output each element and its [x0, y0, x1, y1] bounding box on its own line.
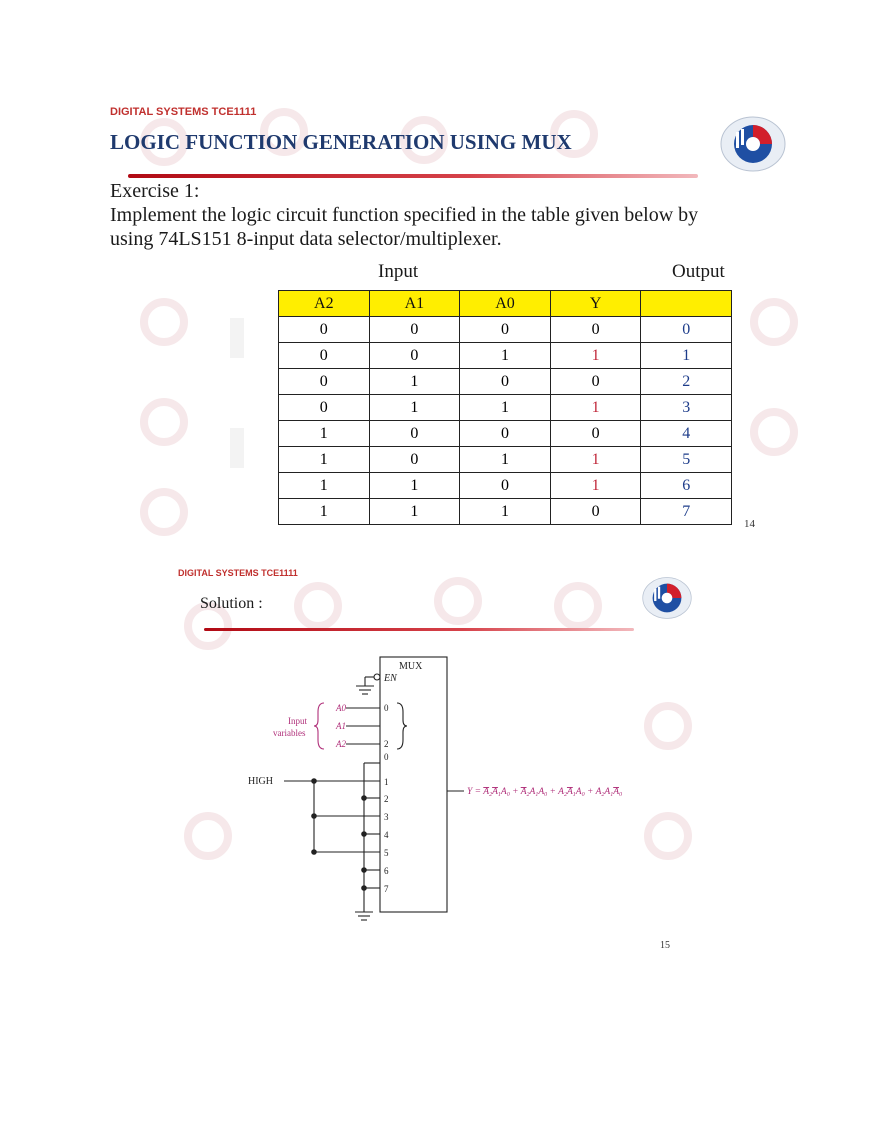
cell-index: 2: [641, 369, 732, 395]
cell-a0: 1: [460, 343, 551, 369]
cell-a2: 1: [279, 447, 370, 473]
cell-index: 4: [641, 421, 732, 447]
slide-exercise-1: [100, 98, 808, 550]
cell-a2: 0: [279, 395, 370, 421]
truth-table: [278, 290, 732, 525]
data-pin-0: 0: [384, 752, 389, 762]
cell-y: 0: [550, 499, 641, 525]
data-pin-7: 7: [384, 884, 389, 894]
cell-a1: 1: [369, 499, 460, 525]
cell-y: 1: [550, 395, 641, 421]
cell-a1: 0: [369, 421, 460, 447]
cell-index: 1: [641, 343, 732, 369]
cell-a2: 1: [279, 421, 370, 447]
mux-block: [380, 657, 447, 912]
cell-index: 7: [641, 499, 732, 525]
cell-a2: 0: [279, 369, 370, 395]
input-label: Input: [378, 261, 419, 282]
column-header-a1: A1: [369, 291, 460, 317]
page-number: 14: [744, 518, 755, 530]
instruction-line-2: using 74LS151 8-input data selector/multiplexer.: [110, 228, 502, 250]
table-row: [279, 317, 732, 343]
mux-circuit-diagram: [174, 562, 708, 968]
course-header: DIGITAL SYSTEMS TCE1111: [178, 568, 298, 578]
cell-index: 5: [641, 447, 732, 473]
select-pin-2: 2: [384, 739, 389, 749]
cell-a0: 0: [460, 369, 551, 395]
cell-index: 6: [641, 473, 732, 499]
ground-icon: [356, 686, 374, 694]
watermark-logo-icon: [140, 488, 188, 536]
header-divider: [128, 174, 698, 178]
high-label: HIGH: [248, 776, 273, 787]
instruction-line-1: Implement the logic circuit function specified in the table given below by: [110, 204, 699, 226]
cell-y: 0: [550, 317, 641, 343]
cell-y: 1: [550, 343, 641, 369]
solution-label: Solution :: [200, 595, 263, 612]
cell-a0: 1: [460, 447, 551, 473]
table-row: [279, 447, 732, 473]
table-row: [279, 421, 732, 447]
select-a2-label: A2: [336, 739, 346, 749]
cell-a0: 0: [460, 421, 551, 447]
data-pin-5: 5: [384, 848, 389, 858]
column-header-index: [641, 291, 732, 317]
table-row: [279, 473, 732, 499]
data-pin-2: 2: [384, 794, 389, 804]
table-row: [279, 499, 732, 525]
watermark-logo-icon: [750, 408, 798, 456]
page-title: LOGIC FUNCTION GENERATION USING MUX: [110, 130, 572, 154]
cell-y: 1: [550, 447, 641, 473]
table-row: [279, 369, 732, 395]
input-variables-label-1: Input: [288, 716, 307, 726]
watermark-logo-icon: [750, 298, 798, 346]
watermark-bars: [230, 428, 244, 468]
cell-a0: 0: [460, 473, 551, 499]
cell-a2: 0: [279, 343, 370, 369]
cell-a2: 1: [279, 499, 370, 525]
select-pin-0: 0: [384, 703, 389, 713]
cell-a1: 1: [369, 369, 460, 395]
enable-label: EN: [384, 673, 397, 684]
cell-a0: 0: [460, 317, 551, 343]
cell-a1: 0: [369, 343, 460, 369]
course-header: DIGITAL SYSTEMS TCE1111: [110, 106, 257, 118]
watermark-bars: [230, 318, 244, 358]
data-pin-1: 1: [384, 777, 389, 787]
cell-a1: 1: [369, 473, 460, 499]
watermark-logo-icon: [140, 398, 188, 446]
slide-solution: [174, 562, 708, 968]
input-variables-label-2: variables: [273, 728, 306, 738]
cell-y: 0: [550, 421, 641, 447]
cell-a0: 1: [460, 395, 551, 421]
cell-index: 3: [641, 395, 732, 421]
enable-bubble: [374, 674, 380, 680]
select-a1-label: A1: [336, 721, 346, 731]
table-header-row: [279, 291, 732, 317]
data-pin-4: 4: [384, 830, 389, 840]
cell-index: 0: [641, 317, 732, 343]
column-header-y: Y: [550, 291, 641, 317]
cell-a1: 1: [369, 395, 460, 421]
cell-a2: 0: [279, 317, 370, 343]
output-label: Output: [672, 261, 725, 282]
column-header-a0: A0: [460, 291, 551, 317]
data-pin-6: 6: [384, 866, 389, 876]
exercise-label: Exercise 1:: [110, 180, 200, 202]
cell-a1: 0: [369, 317, 460, 343]
page-number: 15: [660, 940, 670, 951]
cell-a0: 1: [460, 499, 551, 525]
cell-y: 1: [550, 473, 641, 499]
table-row: [279, 343, 732, 369]
cell-a2: 1: [279, 473, 370, 499]
table-row: [279, 395, 732, 421]
cell-y: 0: [550, 369, 641, 395]
select-a0-label: A0: [336, 703, 346, 713]
mux-label: MUX: [399, 661, 423, 672]
column-header-a2: A2: [279, 291, 370, 317]
output-expression: $Y = A_2A_1A_0 + A_2A_1A_0 + A_2A_1A_0 + A_2A_1A_0$: [467, 787, 622, 798]
university-logo-icon: [720, 116, 786, 172]
watermark-logo-icon: [140, 298, 188, 346]
cell-a1: 0: [369, 447, 460, 473]
ground-icon: [355, 912, 373, 920]
data-pin-3: 3: [384, 812, 389, 822]
